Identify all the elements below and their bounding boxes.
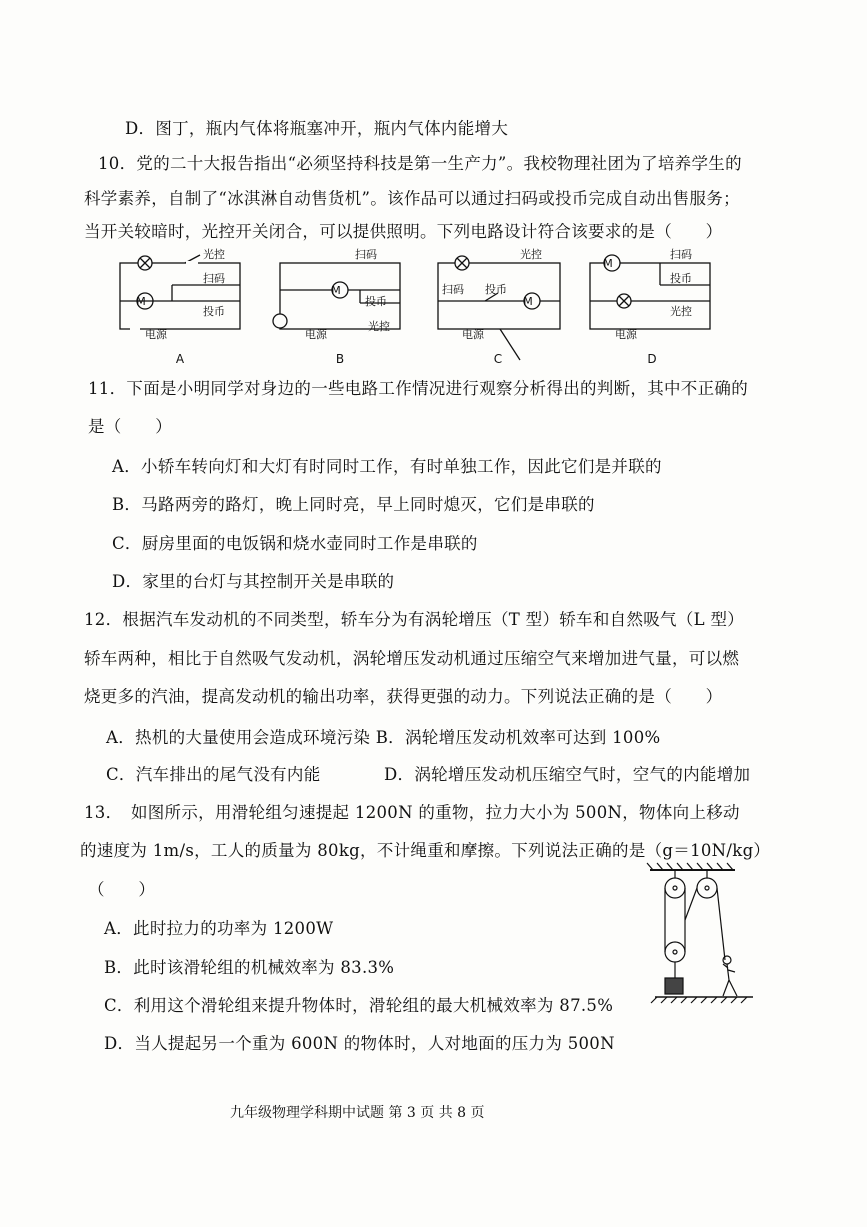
pulley-system-figure <box>645 860 755 1005</box>
label-dianyuan-b: 电源 <box>305 328 327 341</box>
label-toubi-d: 投币 <box>670 272 692 285</box>
q13-stem-line1: 13． 如图所示，用滑轮组匀速提起 1200N 的重物，拉力大小为 500N，物体向上移动 <box>84 803 740 822</box>
q12-stem-line3: 烧更多的汽油，提高发动机的输出功率，获得更强的动力。下列说法正确的是（ ） <box>84 687 723 706</box>
option-label-a: A <box>175 352 185 366</box>
option-label-c: C <box>493 352 503 366</box>
motor-label-c: M <box>523 295 533 308</box>
q13-option-b: B．此时该滑轮组的机械效率为 83.3% <box>104 958 395 977</box>
label-toubi-c: 投币 <box>485 283 507 296</box>
q10-circuit-diagrams <box>100 245 740 370</box>
q12-option-c: C．汽车排出的尾气没有内能 <box>106 765 321 784</box>
motor-label-b: M <box>331 284 341 297</box>
q13-option-c: C．利用这个滑轮组来提升物体时，滑轮组的最大机械效率为 87.5% <box>104 996 614 1015</box>
q12-option-d: D．涡轮增压发动机压缩空气时，空气的内能增加 <box>384 765 751 784</box>
q11-stem-line2: 是（ ） <box>88 417 172 436</box>
q11-option-c: C．厨房里面的电饭锅和烧水壶同时工作是串联的 <box>112 534 478 553</box>
label-saoma-c: 扫码 <box>442 283 464 296</box>
q10-stem-line1: 10．党的二十大报告指出“必须坚持科技是第一生产力”。我校物理社团为了培养学生的 <box>98 154 742 173</box>
q12-stem-line1: 12．根据汽车发动机的不同类型，轿车分为有涡轮增压（T 型）轿车和自然吸气（L 型） <box>84 610 745 629</box>
circuit-c <box>438 256 560 360</box>
q9-option-d: D．图丁，瓶内气体将瓶塞冲开，瓶内气体内能增大 <box>125 119 509 138</box>
motor-label-a: M <box>136 295 146 308</box>
label-guangkong-b: 光控 <box>368 320 390 333</box>
label-guangkong-a: 光控 <box>203 248 225 261</box>
label-saoma-d: 扫码 <box>670 248 692 261</box>
q11-option-d: D．家里的台灯与其控制开关是串联的 <box>112 572 395 591</box>
q12-options-ab: A．热机的大量使用会造成环境污染 B．涡轮增压发动机效率可达到 100% <box>106 728 661 747</box>
q11-option-b: B．马路两旁的路灯，晚上同时亮，早上同时熄灭，它们是串联的 <box>112 495 595 514</box>
label-toubi-b: 投币 <box>365 295 387 308</box>
q13-stem-line3: （ ） <box>88 880 156 899</box>
q11-stem-line1: 11．下面是小明同学对身边的一些电路工作情况进行观察分析得出的判断，其中不正确的 <box>88 379 748 398</box>
q10-stem-line3: 当开关较暗时，光控开关闭合，可以提供照明。下列电路设计符合该要求的是（ ） <box>84 222 723 241</box>
q13-option-a: A．此时拉力的功率为 1200W <box>104 919 334 938</box>
label-dianyuan-d: 电源 <box>615 328 637 341</box>
option-label-b: B <box>335 352 345 366</box>
label-dianyuan-c: 电源 <box>462 328 484 341</box>
q13-option-d: D．当人提起另一个重为 600N 的物体时，人对地面的压力为 500N <box>104 1034 615 1053</box>
label-guangkong-d: 光控 <box>670 305 692 318</box>
label-saoma-b: 扫码 <box>355 248 377 261</box>
motor-label-d: M <box>603 257 613 270</box>
q12-stem-line2: 轿车两种，相比于自然吸气发动机，涡轮增压发动机通过压缩空气来增加进气量，可以燃 <box>84 649 740 668</box>
label-saoma-a: 扫码 <box>203 272 225 285</box>
q11-option-a: A．小轿车转向灯和大灯有时同时工作，有时单独工作，因此它们是并联的 <box>112 457 662 476</box>
label-dianyuan-a: 电源 <box>145 328 167 341</box>
option-label-d: D <box>647 352 657 366</box>
q13-stem-line2: 的速度为 1m/s，工人的质量为 80kg，不计绳重和摩擦。下列说法正确的是（g＝10N/kg） <box>80 841 771 860</box>
label-guangkong-c: 光控 <box>520 248 542 261</box>
page-footer: 九年级物理学科期中试题 第 3 页 共 8 页 <box>230 1105 485 1121</box>
label-toubi-a: 投币 <box>203 305 225 318</box>
q10-stem-line2: 科学素养，自制了“冰淇淋自动售货机”。该作品可以通过扫码或投币完成自动出售服务； <box>84 189 740 208</box>
